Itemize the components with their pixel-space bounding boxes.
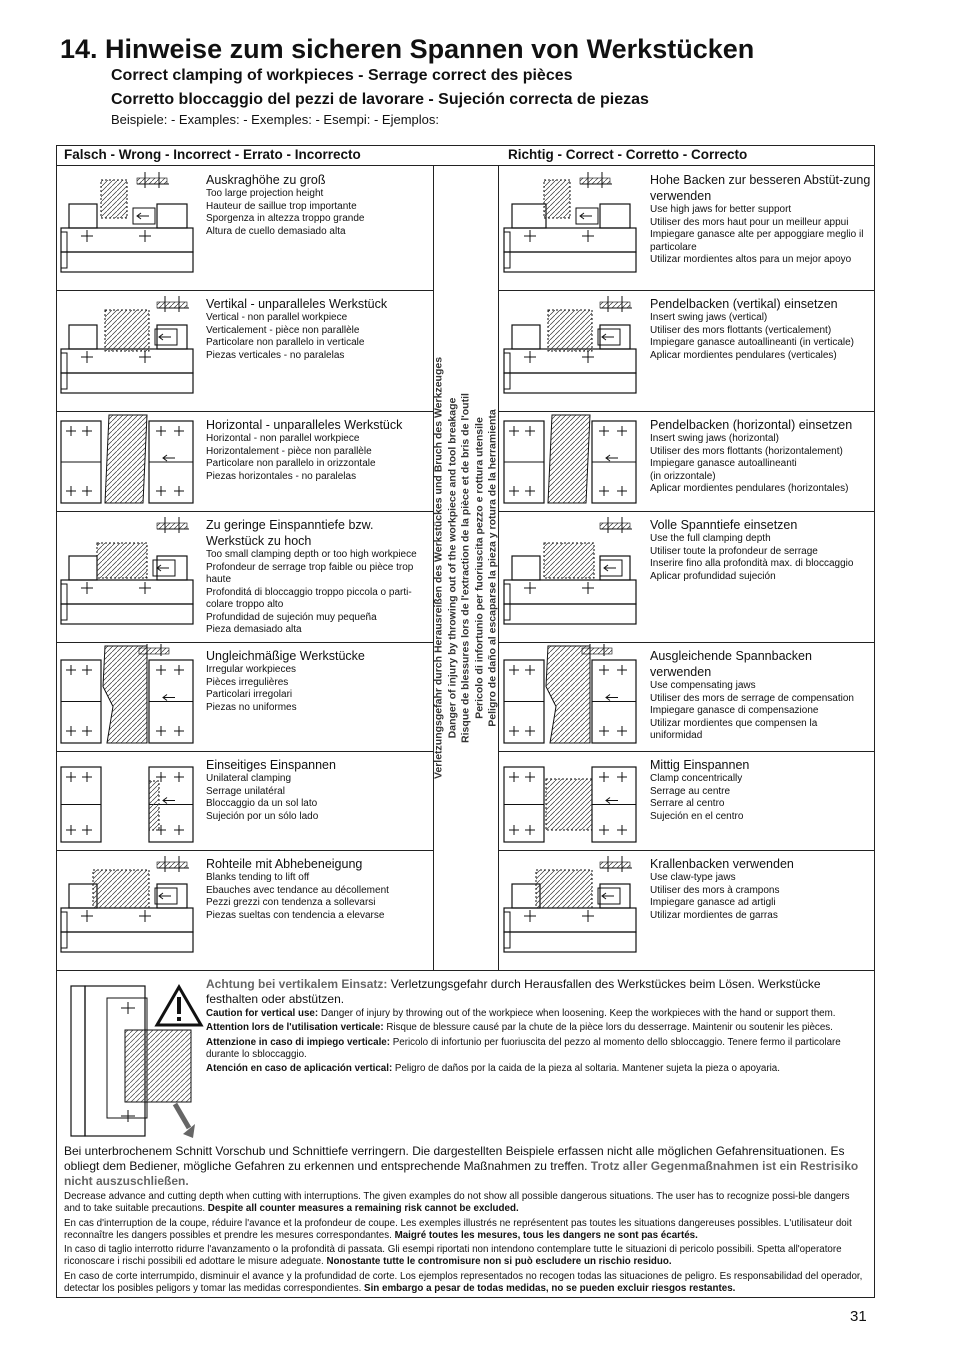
right-example-text [650,757,872,823]
example-description-line: Profonditá di bloccaggio troppo piccola o parti-colare troppo alto [206,586,412,610]
example-description-line: Insert swing jaws (vertical) [650,312,768,323]
example-description-line: Pieza demasiado alta [206,624,302,635]
example-description-line: Insert swing jaws (horizontal) [650,433,779,444]
example-description-line: Altura de cuello demasiado alta [206,225,346,237]
center-warning-line: Verletzungsgefahr durch Herausreißen des Werkstückes und Bruch des Werkzeuges [432,356,445,780]
right-example-text [650,517,872,583]
example-description-line: Utilizar mordientes altos para un mejor apoyo [650,254,852,265]
wrong-example-text [206,172,432,238]
example-description-line: Serrare al centro [650,798,725,809]
center-warning [433,166,499,970]
example-description-line: Impiegare ganasce di compensazione [650,705,819,716]
right-example-text [650,856,872,922]
right-example-text [650,648,872,743]
example-description-line: Utiliser des mors de serrage de compensation [650,692,854,704]
caution-text [206,977,868,1075]
example-description-line: Utiliser des mors à crampons [650,884,780,896]
example-heading: Zu geringe Einspanntiefe bzw. Werkstück zu hoch [206,518,374,548]
example-heading: Rohteile mit Abhebeneigung [206,857,363,871]
row-divider [57,511,433,512]
example-description-line: Utiliser des mors haut pour un meilleur appui [650,216,849,228]
clamping-table [56,145,875,1298]
example-description-line: Irregular workpieces [206,664,297,675]
notes-it: In caso di taglio interrotto ridurre l'avanzamento o la profondità di passata. Gli esempi riportati non intendono contemplare tutte le situazioni di pericolo possibili. Spetta all'operatore riconoscare i rischi possibili ed adottare le misure adeguate. Nonostante tutte le contromisure non si può escludere un rischio residuo. [64,1244,842,1268]
example-description-line: Use the full clamping depth [650,533,771,544]
wrong-example-4 [57,511,427,642]
example-description-line: Sujeción por un sólo lado [206,810,319,822]
example-description-line: (in orizzontale) [650,470,716,482]
example-description-line: Ebauches avec tendance au décollement [206,884,389,896]
right-example-4 [500,511,870,642]
example-description-line: Impiegare ganasce ad artigli [650,897,776,908]
row-divider [498,511,874,512]
example-description-line: Serrage unilatéral [206,785,285,797]
wrong-example-2 [57,290,427,411]
row-divider [498,642,874,643]
page-title: 14. Hinweise zum sicheren Spannen von Werkstücken [60,34,755,64]
example-heading: Ungleichmäßige Werkstücke [206,649,365,663]
right-example-2 [500,290,870,411]
example-description-line: Clamp concentrically [650,773,743,784]
example-heading: Vertikal - unparalleles Werkstück [206,297,388,311]
example-description-line: Hauteur de saillue trop importante [206,200,357,212]
general-notes [64,1144,866,1295]
right-example-3 [500,411,870,511]
examples-label: Beispiele: - Examples: - Exemples: - Esempi: - Ejemplos: [111,112,439,127]
right-example-5 [500,642,870,751]
example-description-line: Serrage au centre [650,785,731,797]
example-description-line: Too large projection height [206,188,324,199]
right-example-text [650,417,872,496]
caution-de: Achtung bei vertikalem Einsatz: Verletzungsgefahr durch Herausfallen des Werkstückes beim Lösen. Werkstücke festhalten oder abstützen. [206,977,821,1006]
row-divider [57,751,433,752]
wrong-example-text [206,757,432,823]
row-divider [57,411,433,412]
example-description-line: Impiegare ganasce autoallineanti [650,458,797,469]
example-description-line: Impiegare ganasce alte per appoggiare meglio il particolare [650,229,864,253]
example-description-line: Use compensating jaws [650,680,756,691]
notes-en: Decrease advance and cutting depth when cutting with interruptions. The given examples do not show all possible dangerous situations. The user has to recognize possi-ble dangers and to take suitable precautions. Despite all counter measures a remaining risk cannot be excluded. [64,1191,850,1215]
right-example-text [650,296,872,362]
example-description-line: Pezzi grezzi con tendenza a sollevarsi [206,897,376,908]
example-description-line: Piezas sueltas con tendencia a elevarse [206,909,385,921]
example-description-line: Profundidad de sujeción muy pequeña [206,611,377,623]
example-description-line: Particolare non parallelo in verticale [206,337,365,348]
example-description-line: Pièces irregulières [206,676,289,688]
example-description-line: Sporgenza in altezza troppo grande [206,213,365,224]
center-warning-line: Pericolo di infortunio per fuoriuscita pezzo e rottura utensile [472,417,485,719]
example-heading: Volle Spanntiefe einsetzen [650,518,798,532]
header-right: Richtig - Correct - Corretto - Correcto [508,147,748,162]
example-heading: Einseitiges Einspannen [206,758,336,772]
subtitle-en-fr: Correct clamping of workpieces - Serrage correct des pièces [111,67,573,84]
example-description-line: Too small clamping depth or too high workpiece [206,549,417,560]
example-description-line: Impiegare ganasce autoallineanti (in verticale) [650,337,855,348]
example-description-line: Vertical - non parallel workpiece [206,312,348,323]
center-warning-text [432,308,500,828]
notes-fr: En cas d'interruption de la coupe, réduire l'avance et la profondeur de coupe. Les exemples illustrés ne représentent pas toutes les situations dangereuses possibles. L'utilisateur doit reconnaître les dangers possibles et prendre les mesures correspondantes. Maigré toutes les mesures, tous les dangers ne sont pas écartés. [64,1217,852,1241]
wrong-example-text [206,296,432,362]
wrong-example-text [206,648,432,714]
right-example-1 [500,166,870,290]
example-heading: Mittig Einspannen [650,758,750,772]
page-number: 31 [850,1308,867,1325]
right-example-text [650,172,872,267]
example-description-line: Blanks tending to lift off [206,872,310,883]
example-heading: Hohe Backen zur besseren Abstüt-zung verwenden [650,173,871,203]
example-description-line: Unilateral clamping [206,773,292,784]
example-description-line: Profondeur de serrage trop faible ou pièce trop haute [206,561,414,585]
example-description-line: Use claw-type jaws [650,872,736,883]
example-description-line: Use high jaws for better support [650,204,792,215]
example-description-line: Inserire fino alla profondità max. di bloccaggio [650,558,854,569]
wrong-example-text [206,856,432,922]
example-description-line: Particolari irregolari [206,689,293,700]
row-divider [498,411,874,412]
example-heading: Ausgleichende Spannbacken verwenden [650,649,812,679]
warning-triangle-icon [154,984,204,1033]
subtitle-it-es: Corretto bloccaggio del pezzi de lavorare - Sujeción correcta de piezas [111,91,649,108]
row-divider [498,751,874,752]
example-description-line: Horizontal - non parallel workpiece [206,433,360,444]
row-divider [57,642,433,643]
example-description-line: Utiliser des mors flottants (verticalement) [650,324,832,336]
caution-en: Caution for vertical use: Danger of injury by throwing out of the workpiece when loosening. Keep the workpieces with the hand or support them. [206,1008,836,1019]
center-warning-line: Peligro de daño al escaparse la pieza y rotura de la herramienta [486,409,499,727]
example-description-line: Horizontalement - pièce non parallèle [206,445,372,457]
caution-divider [57,970,874,971]
example-description-line: Utiliser des mors flottants (horizontalement) [650,445,843,457]
row-divider [57,290,433,291]
wrong-example-3 [57,411,427,511]
example-description-line: Aplicar profundidad sujeción [650,570,776,582]
example-description-line: Bloccaggio da un sol lato [206,798,318,809]
example-description-line: Aplicar mordientes pendulares (horizontales) [650,483,849,494]
example-description-line: Piezas no uniformes [206,701,297,713]
wrong-example-7 [57,850,427,970]
row-divider [498,850,874,851]
caution-it: Attenzione in caso di impiego verticale: Pericolo di infortunio per fuoriuscita del pezzo al momento dello sbloccaggio. Tenere fermo il particolare durante lo sbloccaggio. [206,1036,841,1060]
example-heading: Pendelbacken (horizontal) einsetzen [650,418,853,432]
example-description-line: Aplicar mordientes pendulares (verticales) [650,349,837,361]
example-description-line: Sujeción en el centro [650,810,744,822]
notes-es: En caso de corte interrumpido, disminuir el avance y la profundidad de corte. Los ejemplos representados no recogen todas las situaciones de peligro. Es responsabilidad del operador, detectar los posibles peligors y tomar las medidas correspondientes. Sin embargo a pesar de todas medidas, no se pueden excluir riesgos restantes. [64,1270,863,1295]
notes-de: Bei unterbrochenem Schnitt Vorschub und Schnittiefe verringern. Die dargestellten Beispiele erfassen nicht alle möglichen Gefahrensituationen. Es obliegt dem Bediener, mögliche Gefahren zu erkennen und entsprechende Maßnahmen zu treffen. Trotz aller Gegenmaßnahmen ist ein Restrisiko nicht auszuschließen. [64,1144,859,1188]
example-heading: Krallenbacken verwenden [650,857,794,871]
example-heading: Auskraghöhe zu groß [206,173,326,187]
example-description-line: Piezas horizontales - no paralelas [206,470,357,482]
example-description-line: Utilizar mordientes de garras [650,909,778,921]
center-warning-line: Danger of injury by throwing out of the workpiece and tool breakage [445,397,458,739]
caution-es: Atención en caso de aplicación vertical: Peligro de daños por la caida de la pieza al soltaria. Mantener sujeta la pieza o apoyaria. [206,1063,780,1075]
example-heading: Horizontal - unparalleles Werkstück [206,418,403,432]
wrong-example-6 [57,751,427,850]
example-description-line: Utiliser toute la profondeur de serrage [650,545,818,557]
example-description-line: Particolare non parallelo in orizzontale [206,458,376,469]
wrong-example-text [206,417,432,483]
header-wrong: Falsch - Wrong - Incorrect - Errato - Incorrecto [64,147,361,162]
wrong-example-text [206,517,432,637]
row-divider [57,850,433,851]
center-warning-line: Risque de blessures lors de l'extraction de la pièce et de bris de l'outil [459,393,472,743]
right-example-6 [500,751,870,850]
example-description-line: Piezas verticales - no paralelas [206,349,345,361]
example-description-line: Utilizar mordientes que compensen la uniformidad [650,717,818,741]
example-heading: Pendelbacken (vertikal) einsetzen [650,297,838,311]
wrong-example-5 [57,642,427,751]
wrong-example-1 [57,166,427,290]
caution-fr: Attention lors de l'utilisation verticale: Risque de blessure causé par la chute de la pièce lors du desserrage. Maintenir ou soutenir les pièces. [206,1022,833,1034]
example-description-line: Verticalement - pièce non parallèle [206,324,360,336]
row-divider [498,290,874,291]
right-example-7 [500,850,870,970]
